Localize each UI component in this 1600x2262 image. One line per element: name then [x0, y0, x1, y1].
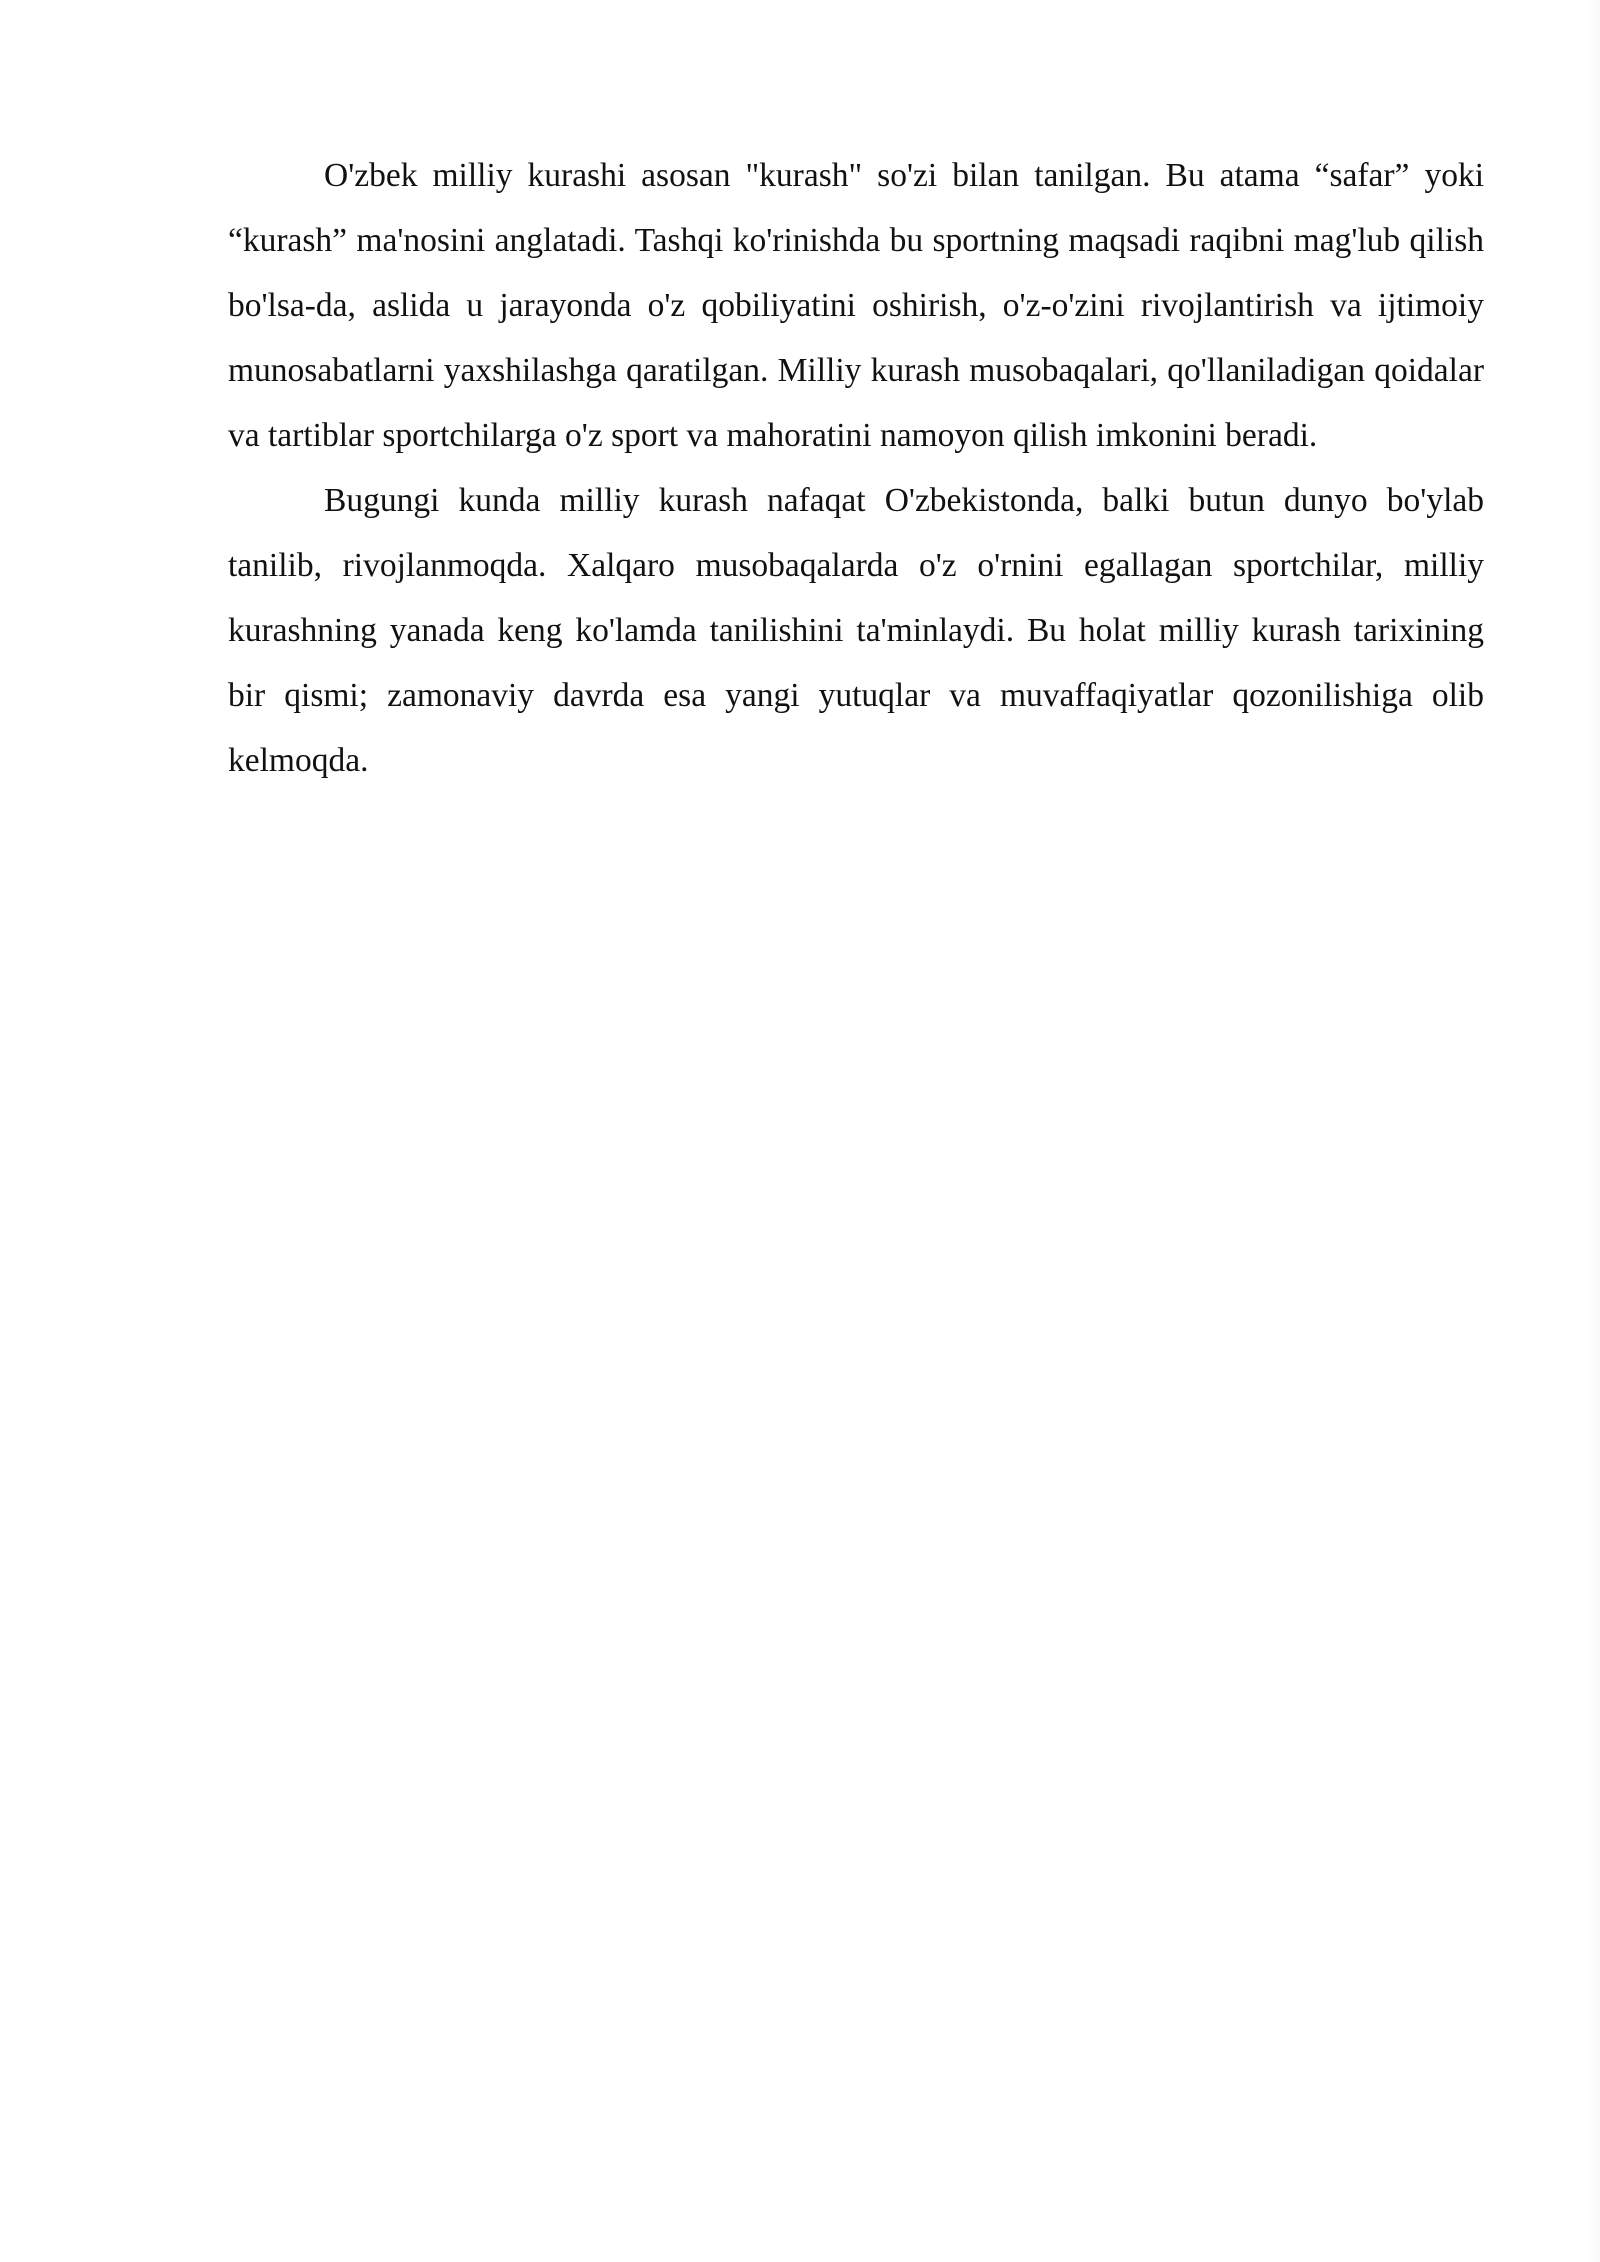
paragraph-1: O'zbek milliy kurashi asosan "kurash" so'zi bilan tanilgan. Bu atama “safar” yoki “kurash” ma'nosini anglatadi. Tashqi ko'rinishda bu sportning maqsadi raqibni mag'lub qilish bo'lsa-da, aslida u jarayonda o'z qobiliyatini oshirish, o'z-o'zini rivojlantirish va ijtimoiy munosabatlarni yaxshilashga qaratilgan. Milliy kurash musobaqalari, qo'llaniladigan qoidalar va tartiblar sportchilarga o'z sport va mahoratini namoyon qilish imkonini beradi. — [228, 157, 1484, 454]
paragraph-2: Bugungi kunda milliy kurash nafaqat O'zbekistonda, balki butun dunyo bo'ylab tanilib, rivojlanmoqda. Xalqaro musobaqalarda o'z o'rnini egallagan sportchilar, milliy kurashning yanada keng ko'lamda tanilishini ta'minlaydi. Bu holat milliy kurash tarixining bir qismi; zamonaviy davrda esa yangi yutuqlar va muvaffaqiyatlar qozonilishiga olib kelmoqda. — [228, 482, 1484, 779]
body-text — [228, 143, 1484, 793]
page-edge-shadow — [1586, 0, 1600, 2262]
